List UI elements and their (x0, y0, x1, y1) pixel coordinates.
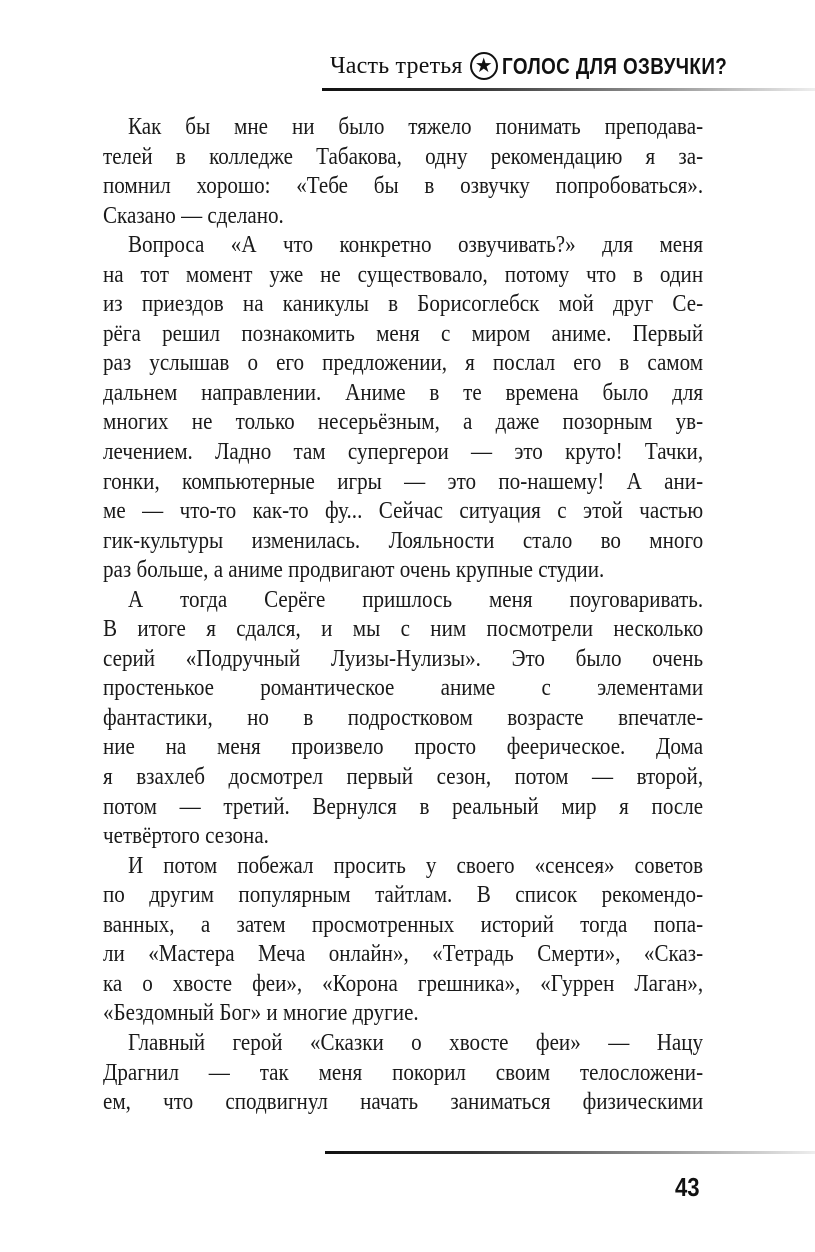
text-line: Как бы мне ни было тяжело понимать преподава- (127, 113, 704, 140)
text-line: фантастики, но в подростковом возрасте впечатле- (103, 703, 704, 731)
text-line: дальнем направлении. Аниме в те времена было для (103, 378, 704, 406)
star-in-circle-icon: ★ (470, 52, 498, 80)
paragraph (103, 851, 703, 1028)
text-line: ем, что сподвигнул начать заниматься физическими (103, 1088, 704, 1116)
text-line: телей в колледже Табакова, одну рекомендацию я за- (103, 142, 704, 170)
body-text (103, 112, 703, 1117)
text-line: Главный герой «Сказки о хвосте феи» — Нацу (127, 1028, 704, 1056)
text-line: потом — третий. Вернулся в реальный мир я после (103, 792, 704, 820)
text-line: на тот момент уже не существовало, потому что в один (103, 260, 704, 288)
paragraph (103, 230, 703, 585)
text-line: И потом побежал просить у своего «сенсея» советов (127, 851, 704, 879)
text-line: четвёртого сезона. (103, 822, 269, 850)
text-line: рёга решил познакомить меня с миром аниме. Первый (103, 319, 704, 347)
paragraph (103, 1028, 703, 1117)
part-label: Часть третья (330, 52, 463, 79)
text-line: из приездов на каникулы в Борисоглебск мой друг Се- (103, 290, 704, 318)
footer-rule (325, 1151, 815, 1154)
text-line: ли «Мастера Меча онлайн», «Тетрадь Смерти», «Сказ- (103, 940, 704, 968)
text-line: простенькое романтическое аниме с элементами (103, 674, 704, 702)
header-rule (322, 88, 815, 91)
text-line: помнил хорошо: «Тебе бы в озвучку попробоваться». (103, 172, 704, 200)
text-line: ние на меня произвело просто феерическое. Дома (103, 733, 704, 761)
text-line: В итоге я сдался, и мы с ним посмотрели несколько (103, 615, 704, 643)
chapter-title: ГОЛОС ДЛЯ ОЗВУЧКИ? (501, 52, 727, 79)
text-line: Вопроса «А что конкретно озвучивать?» для меня (127, 231, 704, 259)
text-line: я взахлеб досмотрел первый сезон, потом — второй, (103, 763, 704, 791)
text-line: А тогда Серёге пришлось меня поуговаривать. (127, 585, 704, 613)
text-line: ме — что-то как-то фу... Сейчас ситуация с этой частью (103, 497, 704, 525)
text-line: серий «Подручный Луизы-Нулизы». Это было очень (103, 644, 704, 672)
paragraph (103, 585, 703, 851)
text-line: раз услышав о его предложении, я послал его в самом (103, 349, 704, 377)
running-head (330, 48, 776, 84)
paragraph (103, 112, 703, 230)
text-line: Драгнил — так меня покорил своим телосложени- (103, 1058, 704, 1086)
text-line: «Бездомный Бог» и многие другие. (103, 999, 419, 1027)
text-line: раз больше, а аниме продвигают очень крупные студии. (103, 556, 605, 584)
text-line: лечением. Ладно там супергерои — это круто! Тачки, (103, 438, 704, 466)
text-line: ка о хвосте феи», «Корона грешника», «Гуррен Лаган», (103, 969, 704, 997)
page-number: 43 (675, 1172, 700, 1202)
text-line: по другим популярным тайтлам. В список рекомендо- (103, 881, 704, 909)
text-line: Сказано — сделано. (103, 201, 284, 229)
text-line: гонки, компьютерные игры — это по-нашему! А ани- (103, 467, 704, 495)
text-line: многих не только несерьёзным, а даже позорным ув- (103, 408, 704, 436)
text-line: гик-культуры изменилась. Лояльности стало во много (103, 526, 704, 554)
text-line: ванных, а затем просмотренных историй тогда попа- (103, 910, 704, 938)
